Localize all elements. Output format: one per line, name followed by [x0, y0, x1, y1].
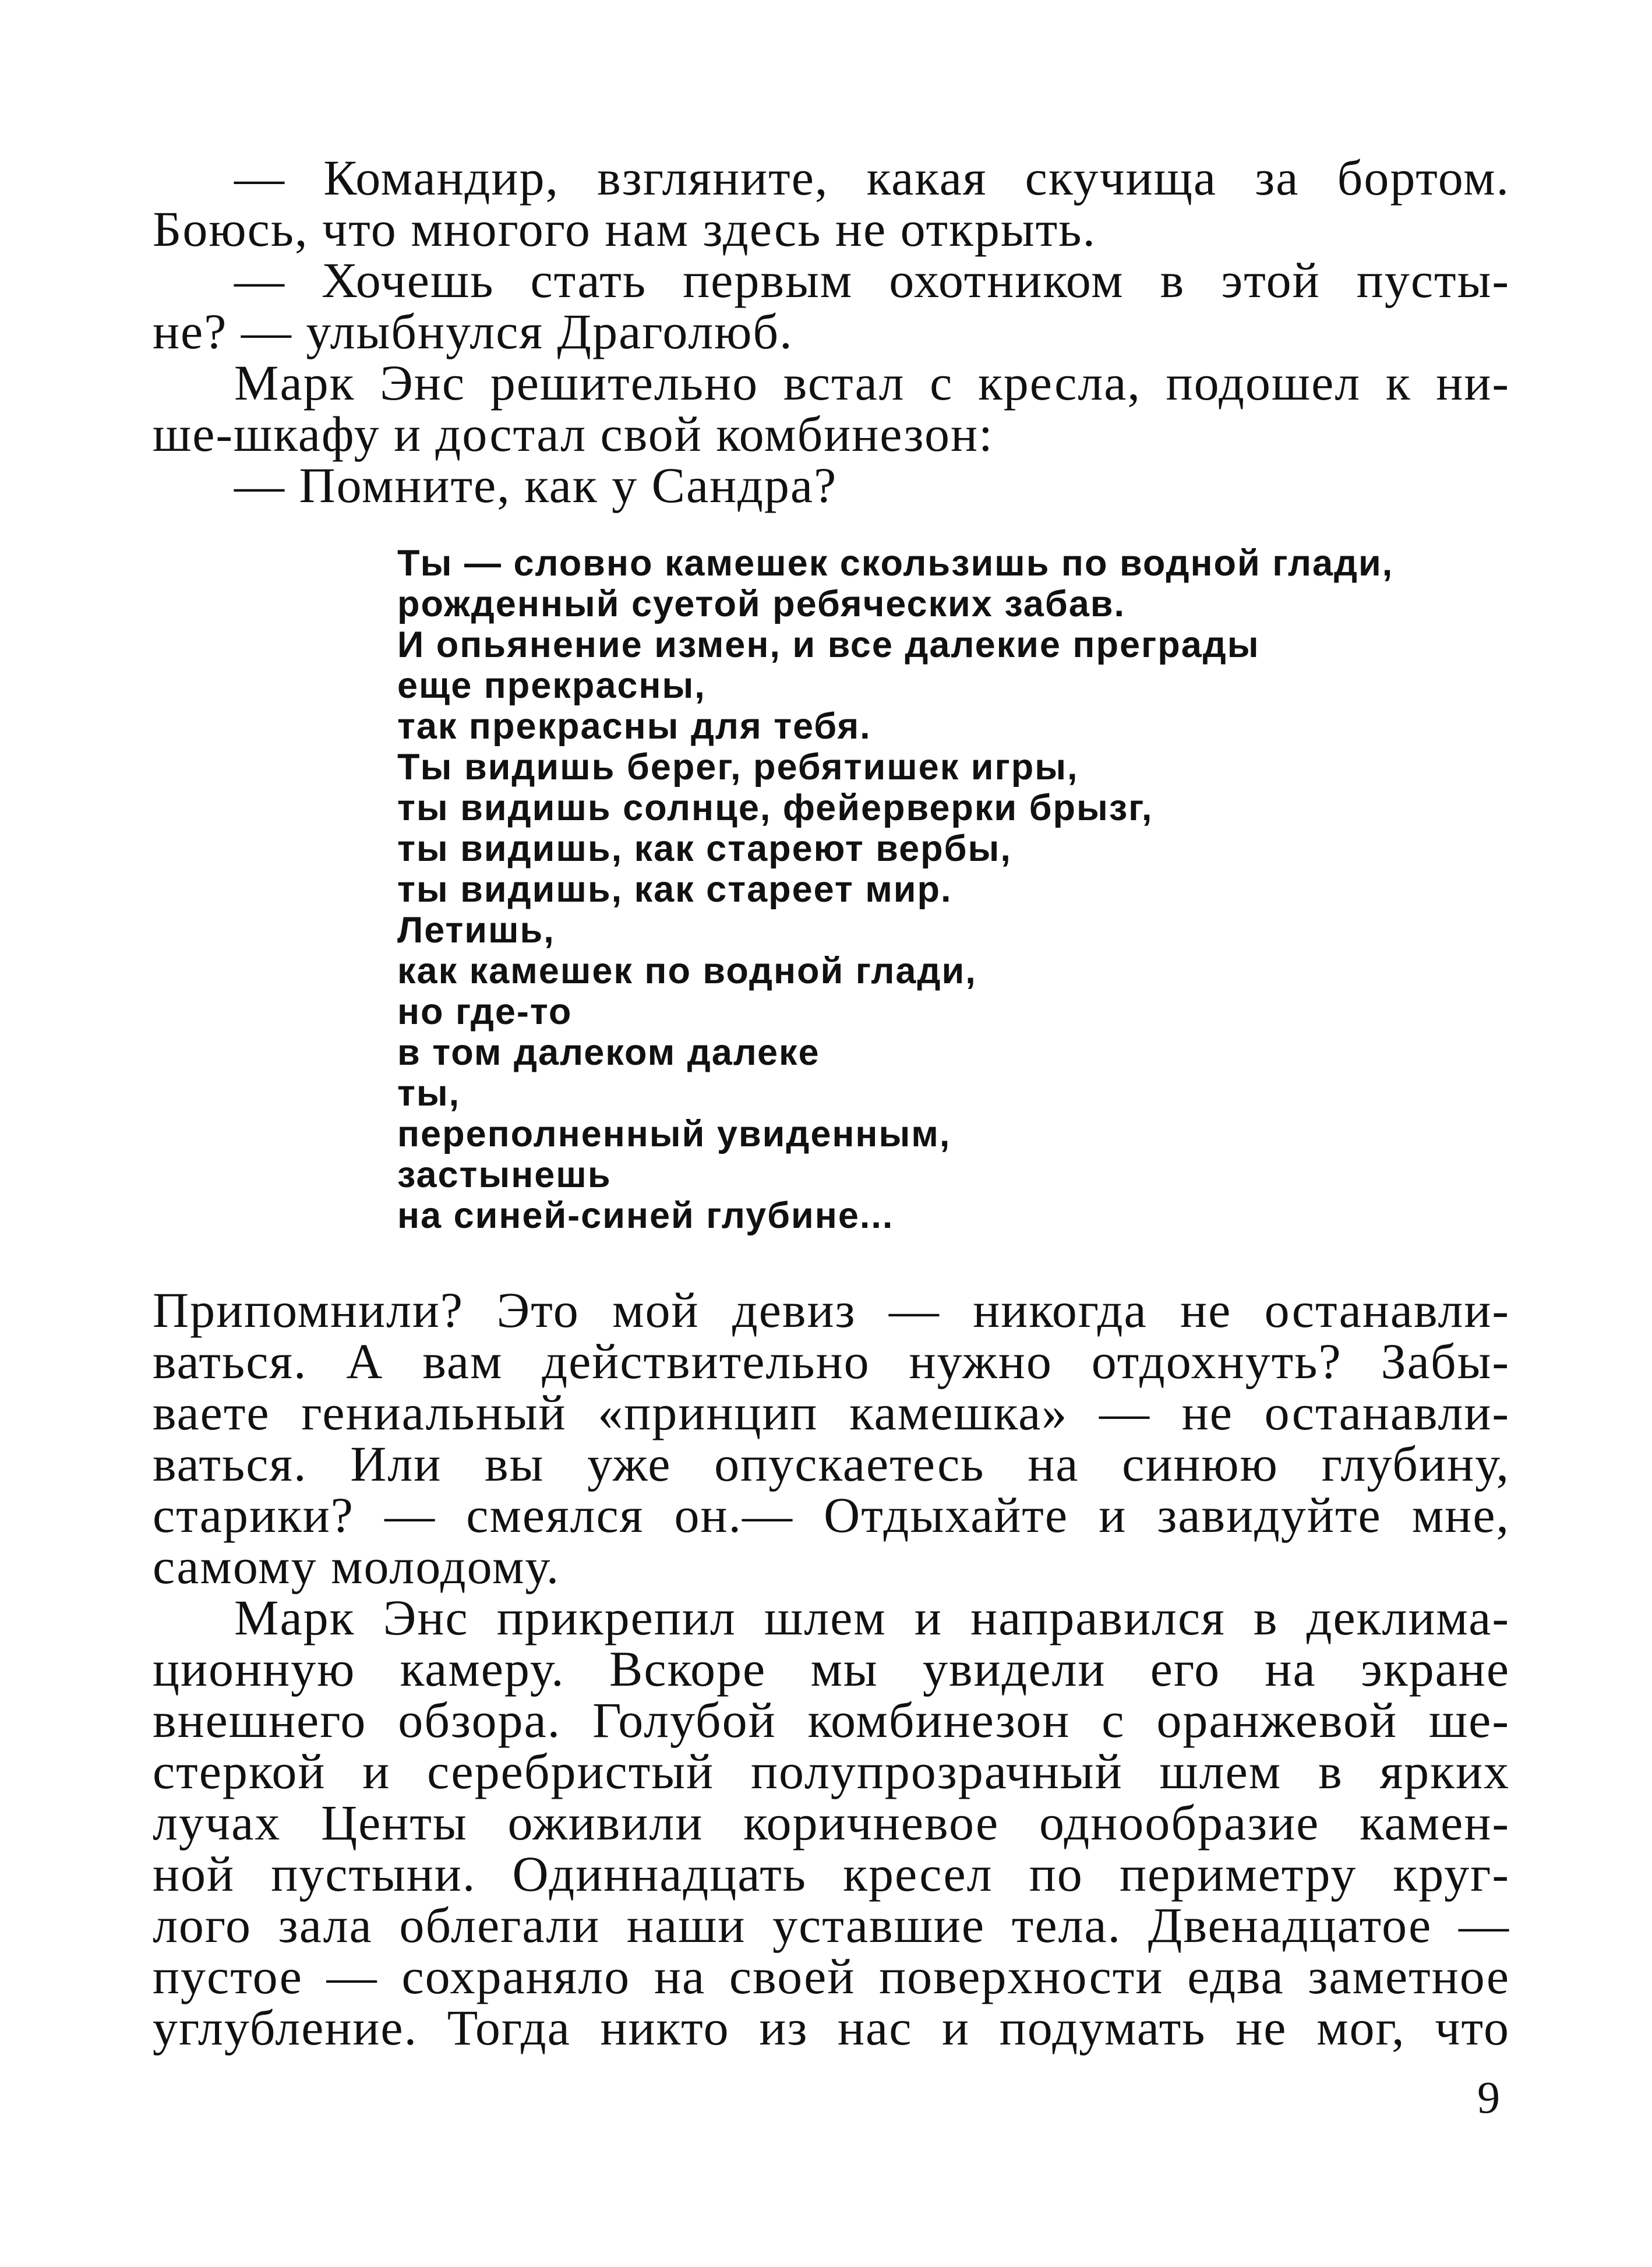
- text-line: ваете гениальный «принцип камешка» — не останавли-: [153, 1385, 1510, 1440]
- poem-line: ты видишь, как стареют вербы,: [397, 828, 1012, 869]
- poem-line: переполненный увиденным,: [397, 1114, 951, 1154]
- text-line: — Командир, взгляните, какая скучища за бортом.: [234, 150, 1510, 206]
- text-line: лого зала облегали наши уставшие тела. Двенадцатое —: [153, 1897, 1510, 1953]
- text-line: ционную камеру. Вскоре мы увидели его на экране: [153, 1641, 1510, 1697]
- text-line: Марк Энс прикрепил шлем и направился в деклима-: [234, 1590, 1510, 1645]
- text-line: углубление. Тогда никто из нас и подумать не мог, что: [153, 2000, 1510, 2056]
- poem-line: на синей-синей глубине...: [397, 1195, 894, 1236]
- poem-line: но где-то: [397, 991, 573, 1032]
- poem-line: в том далеком далеке: [397, 1032, 820, 1073]
- text-line: внешнего обзора. Голубой комбинезон с оранжевой ше-: [153, 1692, 1510, 1748]
- text-line: — Помните, как у Сандра?: [234, 457, 838, 513]
- text-line: ваться. А вам действительно нужно отдохнуть? Забы-: [153, 1333, 1510, 1389]
- page-number: 9: [1477, 2072, 1500, 2123]
- poem-line: так прекрасны для тебя.: [397, 706, 871, 747]
- poem-line: рожденный суетой ребяческих забав.: [397, 584, 1126, 624]
- poem-line: Летишь,: [397, 910, 555, 951]
- text-line: Марк Энс решительно встал с кресла, подошел к ни-: [234, 355, 1510, 411]
- poem-line: ты видишь солнце, фейерверки брызг,: [397, 788, 1153, 828]
- text-line: Боюсь, что многого нам здесь не открыть.: [153, 201, 1096, 257]
- text-line: старики? — смеялся он.— Отдыхайте и завидуйте мне,: [153, 1487, 1510, 1543]
- text-line: не? — улыбнулся Драголюб.: [153, 303, 793, 359]
- text-line: ше-шкафу и достал свой комбинезон:: [153, 406, 994, 462]
- text-line: стеркой и серебристый полупрозрачный шлем в ярких: [153, 1743, 1510, 1799]
- text-line: самому молодому.: [153, 1538, 560, 1594]
- text-line: лучах Центы оживили коричневое однообразие камен-: [153, 1795, 1510, 1851]
- poem-line: еще прекрасны,: [397, 665, 706, 706]
- text-line: Припомнили? Это мой девиз — никогда не останавли-: [153, 1282, 1510, 1338]
- poem-line: как камешек по водной глади,: [397, 951, 977, 991]
- text-line: ной пустыни. Одиннадцать кресел по периметру круг-: [153, 1846, 1510, 1902]
- poem-line: Ты видишь берег, ребятишек игры,: [397, 747, 1079, 788]
- text-line: — Хочешь стать первым охотником в этой пусты-: [234, 252, 1510, 308]
- poem-line: Ты — словно камешек скользишь по водной глади,: [397, 543, 1394, 584]
- poem-line: застынешь: [397, 1154, 612, 1195]
- text-line: пустое — сохраняло на своей поверхности едва заметное: [153, 1948, 1510, 2004]
- poem-line: ты видишь, как стареет мир.: [397, 869, 952, 910]
- poem-line: И опьянение измен, и все далекие преграды: [397, 624, 1260, 665]
- poem-line: ты,: [397, 1073, 461, 1114]
- text-line: ваться. Или вы уже опускаетесь на синюю глубину,: [153, 1436, 1510, 1492]
